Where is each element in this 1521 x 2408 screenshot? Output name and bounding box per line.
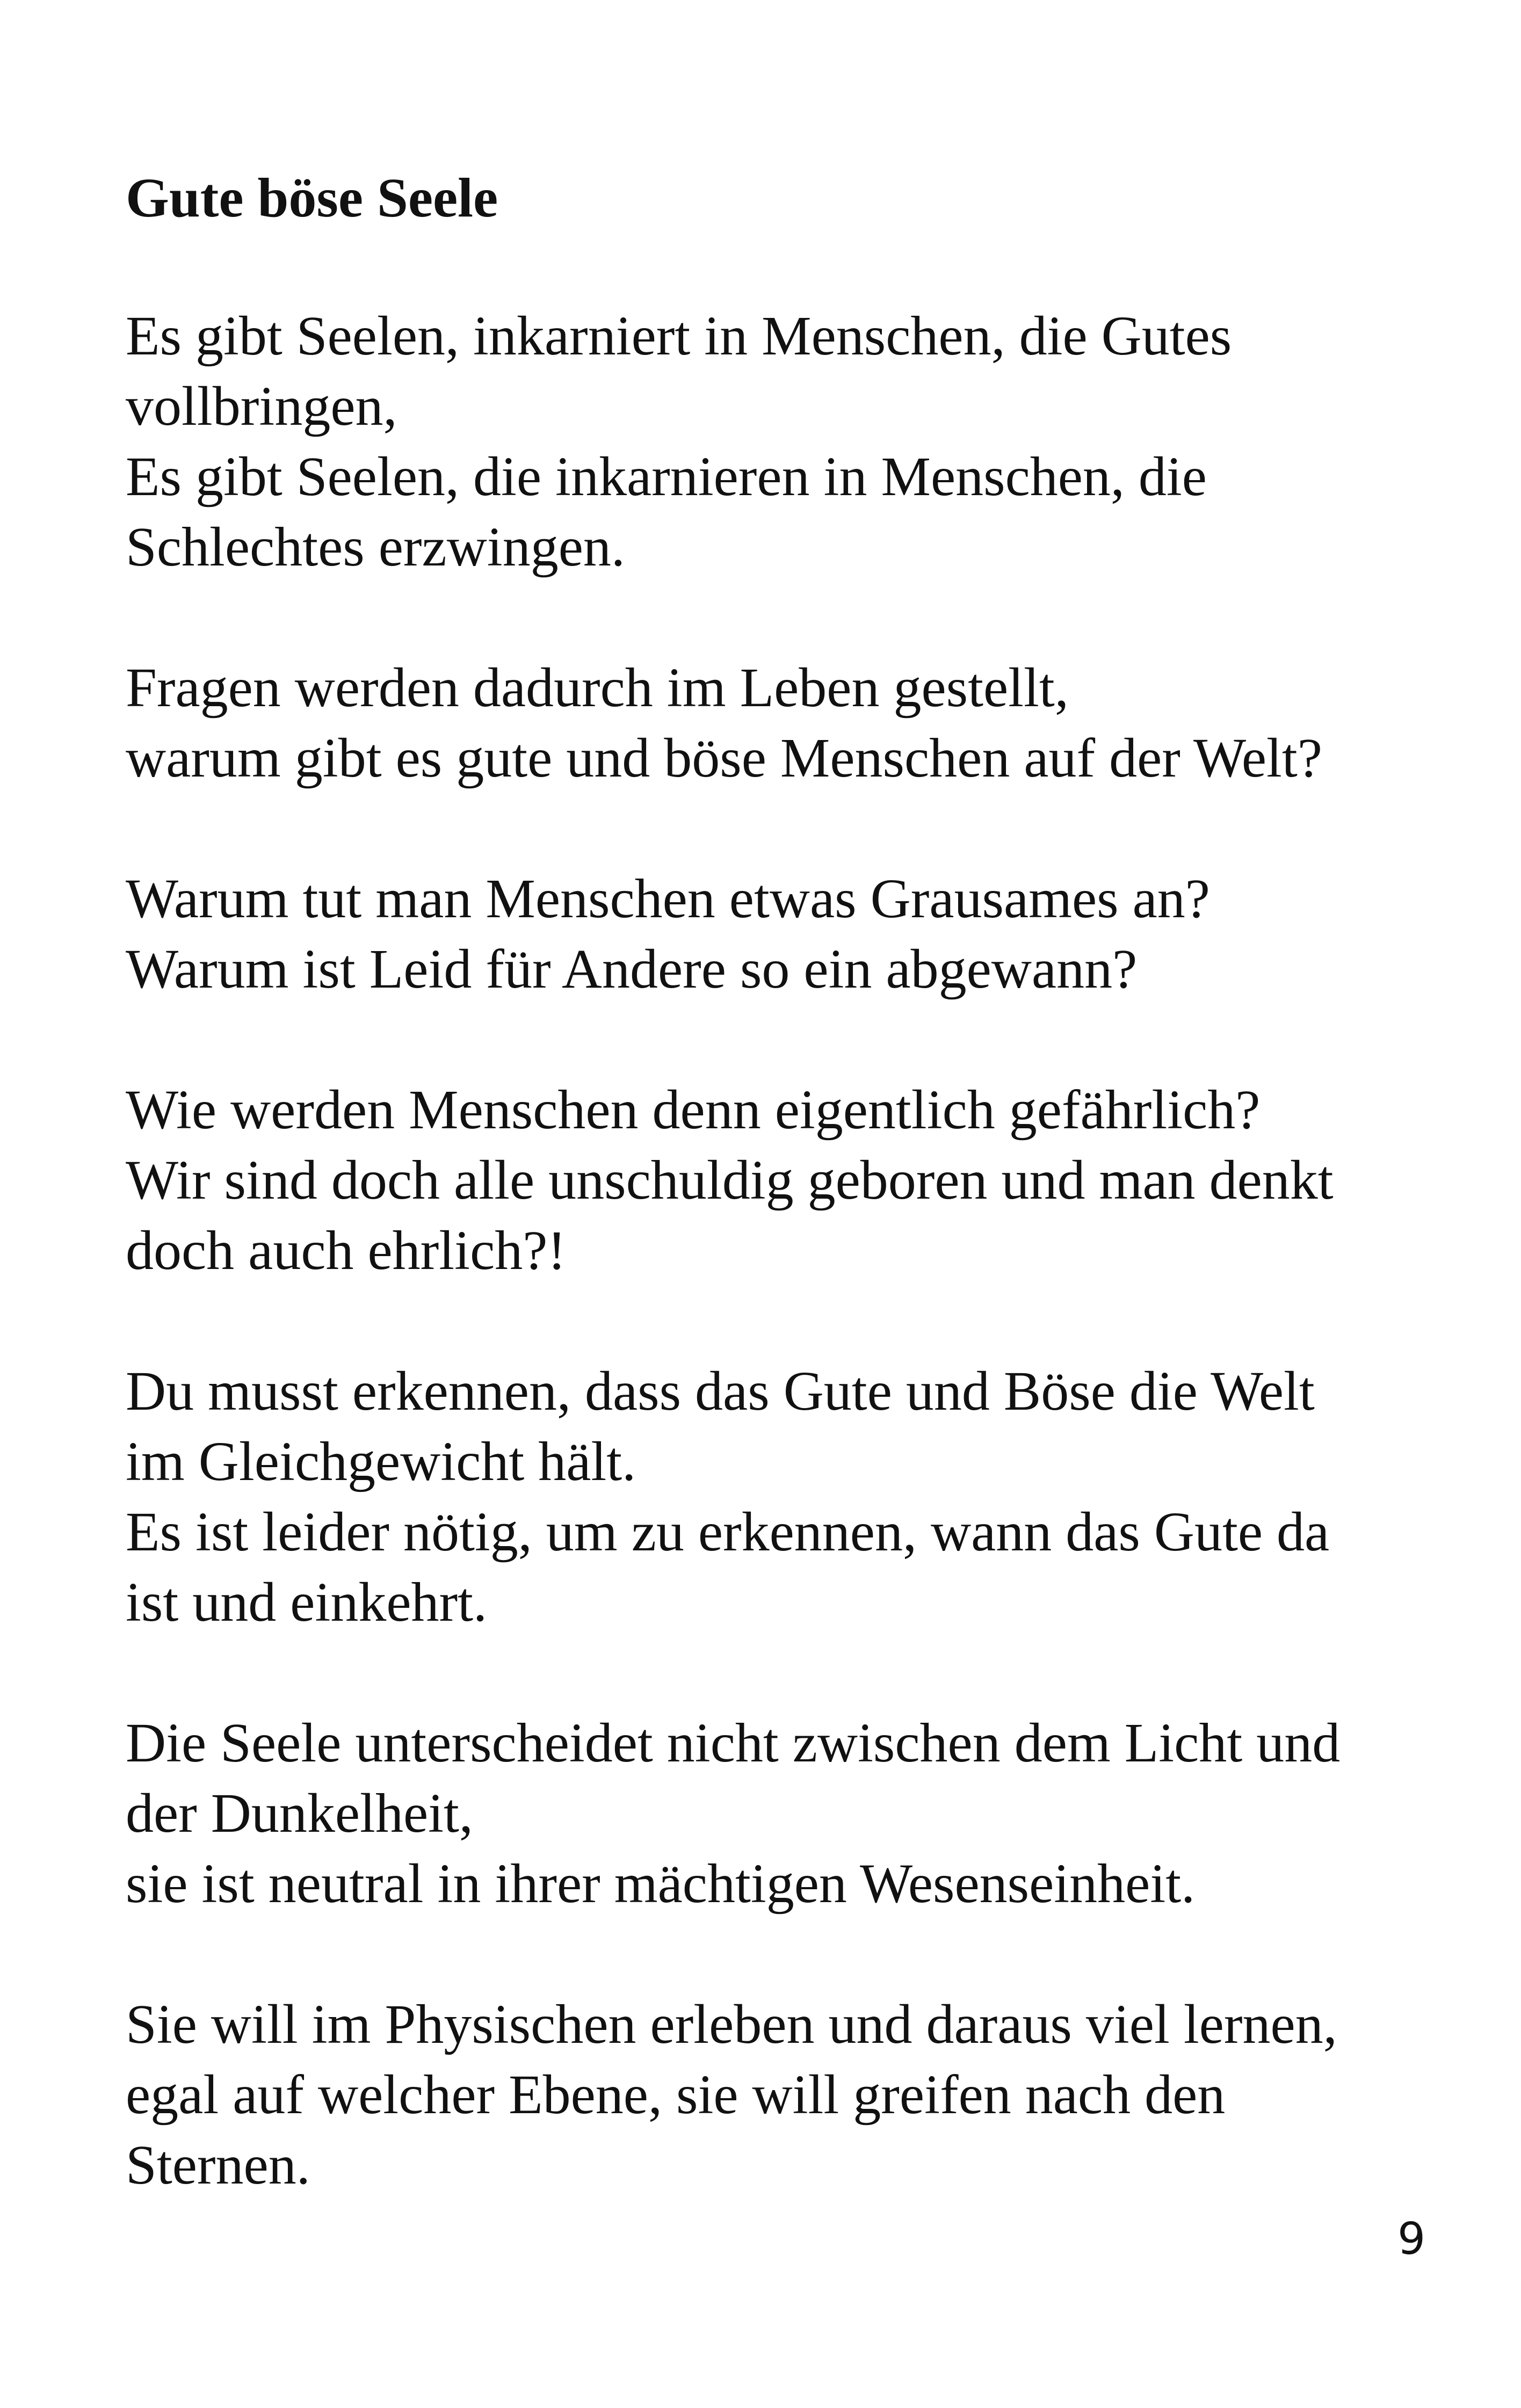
- poem-line: Es ist leider nötig, um zu erkennen, wann das Gute da: [126, 1501, 1330, 1563]
- poem-line: Es gibt Seelen, inkarniert in Menschen, die Gutes: [126, 305, 1232, 367]
- poem-line: der Dunkelheit,: [126, 1782, 473, 1844]
- stanza: [126, 301, 1447, 582]
- poem-line: Sie will im Physischen erleben und daraus viel lernen,: [126, 1993, 1337, 2055]
- poem-line: Wir sind doch alle unschuldig geboren und man denkt: [126, 1149, 1334, 1211]
- poem-line: doch auch ehrlich?!: [126, 1220, 567, 1281]
- poem-line: egal auf welcher Ebene, sie will greifen nach den: [126, 2064, 1226, 2126]
- poem-line: Wie werden Menschen denn eigentlich gefährlich?: [126, 1079, 1261, 1141]
- poem-line: Warum tut man Menschen etwas Grausames an?: [126, 868, 1210, 930]
- poem-line: im Gleichgewicht hält.: [126, 1431, 636, 1492]
- stanza: [126, 864, 1447, 1004]
- poem-line: ist und einkehrt.: [126, 1571, 488, 1633]
- poem-line: sie ist neutral in ihrer mächtigen Wesenseinheit.: [126, 1853, 1196, 1914]
- stanza: [126, 1708, 1447, 1919]
- poem-title: Gute böse Seele: [126, 167, 498, 229]
- poem-line: warum gibt es gute und böse Menschen auf der Welt?: [126, 727, 1322, 789]
- poem-line: Die Seele unterscheidet nicht zwischen dem Licht und: [126, 1712, 1341, 1774]
- poem-line: vollbringen,: [126, 375, 397, 437]
- page-number: 9: [1397, 2214, 1426, 2265]
- poem-line: Es gibt Seelen, die inkarnieren in Menschen, die: [126, 446, 1207, 507]
- poem-line: Du musst erkennen, dass das Gute und Böse die Welt: [126, 1360, 1315, 1422]
- poem-line: Fragen werden dadurch im Leben gestellt,: [126, 657, 1069, 719]
- poem-line: Schlechtes erzwingen.: [126, 516, 625, 578]
- poem-body: [126, 301, 1447, 2271]
- stanza: [126, 1989, 1447, 2200]
- poem-line: Sternen.: [126, 2134, 310, 2196]
- stanza: [126, 1075, 1447, 1286]
- stanza: [126, 1356, 1447, 1637]
- poem-line: Warum ist Leid für Andere so ein abgewann?: [126, 938, 1138, 1000]
- stanza: [126, 652, 1447, 793]
